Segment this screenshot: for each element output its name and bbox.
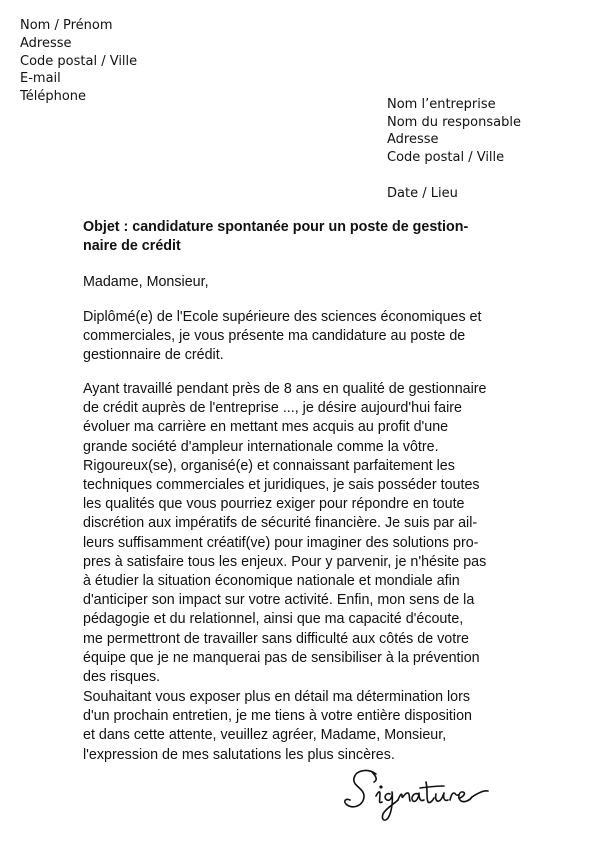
sender-postal-city: Code postal / Ville xyxy=(20,53,138,69)
sender-email: E-mail xyxy=(20,71,61,87)
paragraph-line: grande société d'ampleur internationale comme la vôtre. xyxy=(83,438,439,455)
paragraph-line: d'un prochain entretien, je me tiens à votre entière disposition xyxy=(83,708,472,725)
paragraph-line: de crédit auprès de l'entreprise ..., je désire aujourd'hui faire xyxy=(83,400,462,417)
paragraph-line: des risques. xyxy=(83,669,161,686)
paragraph-line: Rigoureux(se), organisé(e) et connaissant parfaitement les xyxy=(83,457,455,474)
paragraph-line: et dans cette attente, veuillez agréer, Madame, Monsieur, xyxy=(83,727,447,744)
subject-line-2: naire de crédit xyxy=(83,238,181,255)
paragraph-line: les qualités que vous pourriez exiger pour répondre en toute xyxy=(83,496,465,513)
recipient-address: Adresse xyxy=(387,132,439,147)
subject-line-1: Objet : candidature spontanée pour un poste de gestion- xyxy=(83,219,469,235)
recipient-block xyxy=(387,96,521,166)
paragraph-line: discrétion aux impératifs de sécurité financière. Je suis par ail- xyxy=(83,515,478,532)
paragraph-intro xyxy=(83,308,481,366)
paragraph-line: techniques commerciales et juridiques, je sais posséder toutes xyxy=(83,477,480,494)
signature-icon xyxy=(338,760,498,840)
paragraph-experience xyxy=(83,380,487,687)
paragraph-line: d'anticiper son impact sur votre activité. Enfin, mon sens de la xyxy=(83,592,475,609)
sender-block xyxy=(20,17,137,106)
sender-phone: Téléphone xyxy=(20,89,87,105)
paragraph-line: leurs suffisamment créatif(ve) pour imaginer des solutions pro- xyxy=(83,534,479,551)
recipient-manager: Nom du responsable xyxy=(387,114,521,130)
paragraph-line: l'expression de mes salutations les plus sincères. xyxy=(83,746,395,763)
paragraph-closing xyxy=(83,688,472,765)
date-place: Date / Lieu xyxy=(387,186,458,201)
paragraph-line: commerciales, je vous présente ma candidature au poste de xyxy=(83,328,466,345)
handwritten-signature xyxy=(338,760,498,840)
subject-line xyxy=(83,218,468,256)
sender-name: Nom / Prénom xyxy=(20,18,113,33)
paragraph-line: Ayant travaillé pendant près de 8 ans en qualité de gestionnaire xyxy=(83,381,487,397)
recipient-company: Nom l’entreprise xyxy=(387,97,496,112)
paragraph-line: pédagogie et du relationnel, ainsi que ma capacité d'écoute, xyxy=(83,611,464,628)
paragraph-line: à étudier la situation économique nationale et mondiale afin xyxy=(83,573,460,590)
paragraph-line: me permettront de travailler sans difficulté aux côtés de votre xyxy=(83,630,469,647)
paragraph-line: évoluer ma carrière en mettant mes acquis au profit d'une xyxy=(83,419,449,436)
paragraph-line: gestionnaire de crédit. xyxy=(83,347,224,364)
paragraph-line: équipe que je ne manquerai pas de sensibiliser à la prévention xyxy=(83,649,480,666)
salutation: Madame, Monsieur, xyxy=(83,274,209,290)
paragraph-line: Diplômé(e) de l'Ecole supérieure des sciences économiques et xyxy=(83,309,482,325)
paragraph-line: pres à satisfaire tous les enjeux. Pour y parvenir, je n'hésite pas xyxy=(83,553,487,570)
paragraph-line: Souhaitant vous exposer plus en détail ma détermination lors xyxy=(83,689,471,705)
recipient-postal-city: Code postal / Ville xyxy=(387,149,505,165)
sender-address: Adresse xyxy=(20,35,72,51)
